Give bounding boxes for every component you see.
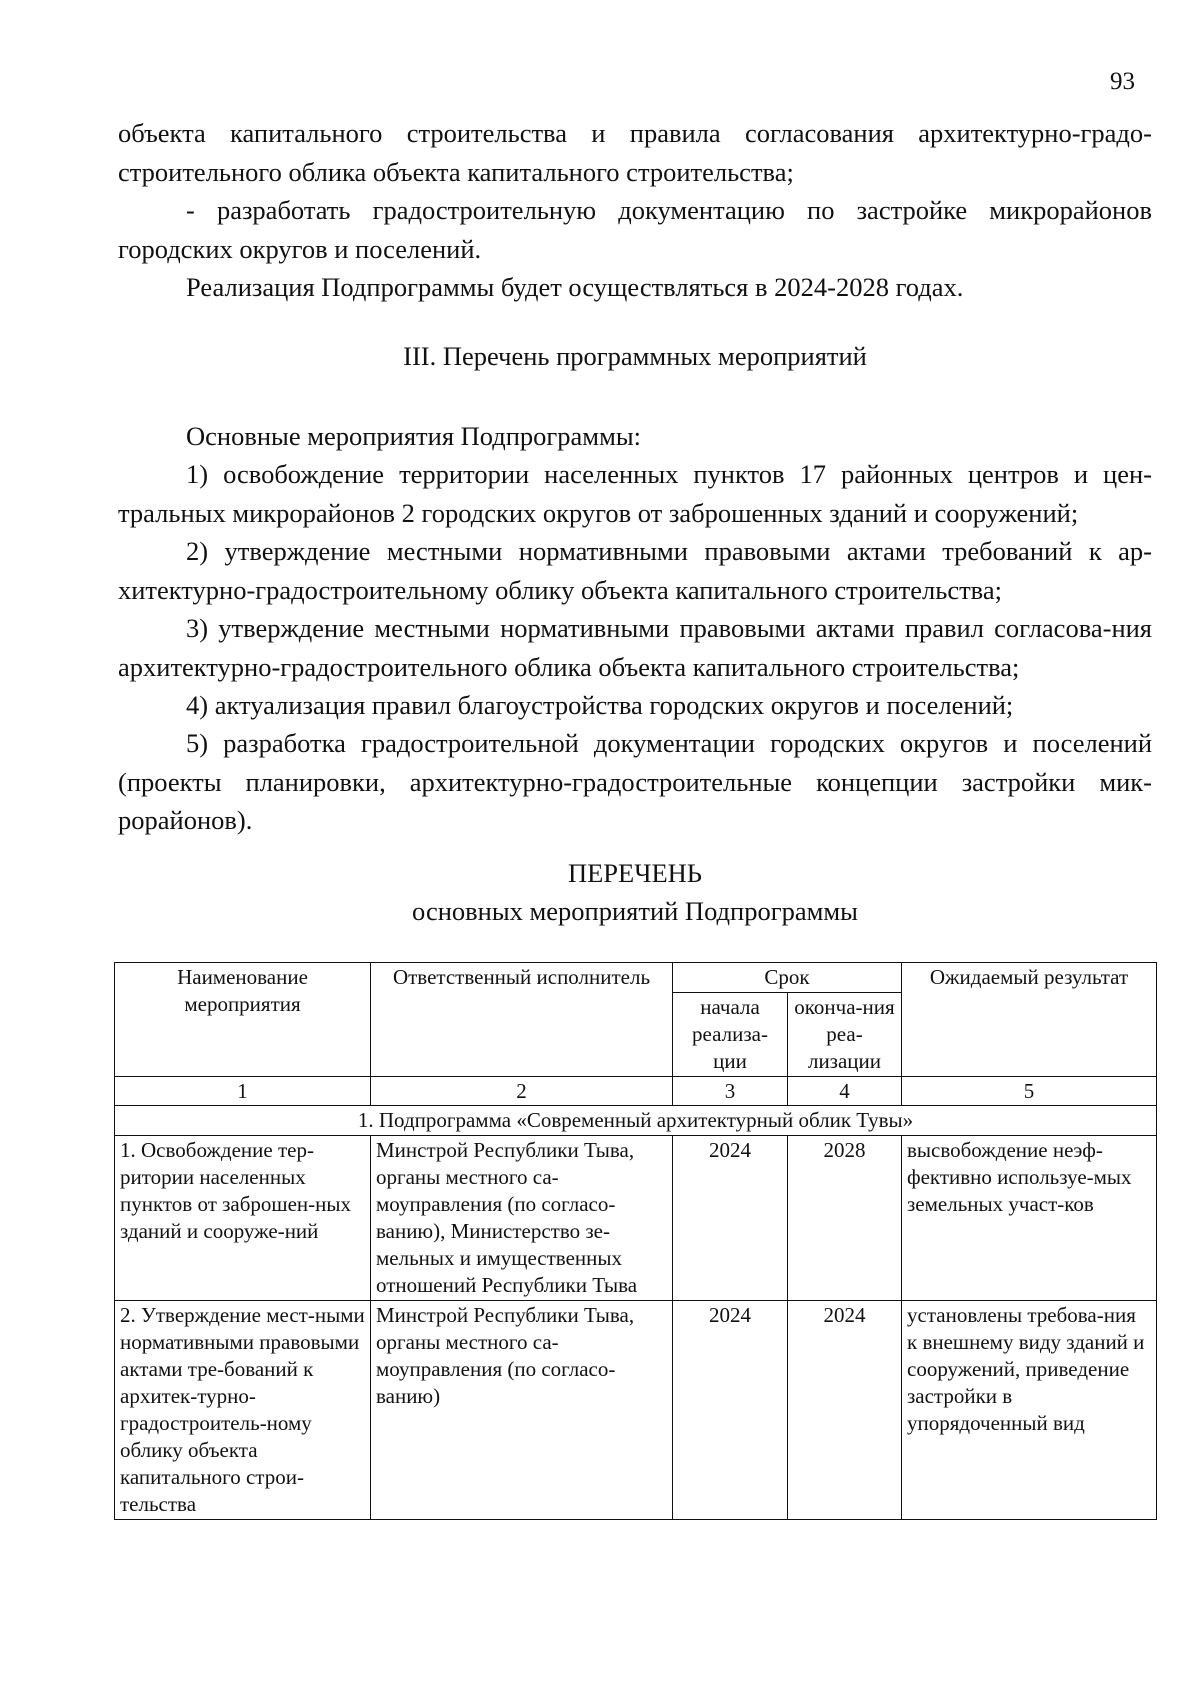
header-end: оконча-ния реа-лизации: [788, 993, 902, 1077]
activity-result: высвобождение неэф-фективно используе-мых земельных участ-ков: [902, 1136, 1157, 1301]
table-header-row: [115, 963, 1157, 993]
column-number: 1: [115, 1077, 371, 1106]
activity-start: 2024: [673, 1136, 788, 1301]
activity-executor: Минстрой Республики Тыва, органы местного са-моуправления (по согласо-ванию), Министерство зе-мельных и имущественных отношений Республики Тыва: [371, 1136, 673, 1301]
header-start: начала реализа-ции: [673, 993, 788, 1077]
header-executor: Ответственный исполнитель: [371, 963, 673, 1077]
activity-item-1: 1) освобождение территории населенных пунктов 17 районных центров и цен-тральных микрорайонов 2 городских округов от заброшенных зданий и сооружений;: [118, 459, 1152, 528]
column-number: 3: [673, 1077, 788, 1106]
header-name: Наименование мероприятия: [115, 963, 371, 1077]
activity-item-3: 3) утверждение местными нормативными правовыми актами правил согласова-ния архитектурно-градостроительного облика объекта капитального строительства;: [118, 613, 1152, 682]
table-section-row: [115, 1106, 1157, 1136]
activity-name: 2. Утверждение мест-ными нормативными правовыми актами тре-бований к архитек-турно- градостроитель-ному облику объекта капитального строи-тельства: [115, 1301, 371, 1520]
header-result: Ожидаемый результат: [902, 963, 1157, 1077]
table-column-number-row: [115, 1077, 1157, 1106]
activity-start: 2024: [673, 1301, 788, 1520]
activity-result: установлены требова-ния к внешнему виду зданий и сооружений, приведение застройки в упорядоченный вид: [902, 1301, 1157, 1520]
list-title: ПЕРЕЧЕНЬ: [567, 858, 702, 888]
activity-end: 2024: [788, 1301, 902, 1520]
table-row: [115, 1301, 1157, 1520]
activity-name: 1. Освобождение тер-ритории населенных пунктов от заброшен-ных зданий и сооруже-ний: [115, 1136, 371, 1301]
intro-paragraph-2: - разработать градостроительную документацию по застройке микрорайонов городских округов и поселений.: [118, 195, 1152, 264]
activity-executor: Минстрой Республики Тыва, органы местного са-моуправления (по согласо-ванию): [371, 1301, 673, 1520]
column-number: 4: [788, 1077, 902, 1106]
table-row: [115, 1136, 1157, 1301]
page-number: 93: [1110, 68, 1135, 95]
activities-table: [114, 962, 1157, 1520]
activity-end: 2028: [788, 1136, 902, 1301]
intro-paragraph-1: объекта капитального строительства и правила согласования архитектурно-градо-строительного облика объекта капитального строительства;: [118, 118, 1152, 187]
activity-item-2: 2) утверждение местными нормативными правовыми актами требований к ар-хитектурно-градостроительному облику объекта капитального строительства;: [118, 536, 1152, 605]
subprogram-title: 1. Подпрограмма «Современный архитектурный облик Тувы»: [115, 1106, 1157, 1136]
column-number: 5: [902, 1077, 1157, 1106]
activity-item-5: 5) разработка градостроительной документации городских округов и поселений (проекты планировки, архитектурно-градостроительные концепции застройки мик-рорайонов).: [118, 728, 1152, 835]
activity-item-4: 4) актуализация правил благоустройства городских округов и поселений;: [186, 690, 1014, 720]
list-subtitle: основных мероприятий Подпрограммы: [412, 896, 858, 926]
section-heading: III. Перечень программных мероприятий: [403, 341, 867, 371]
header-term: Срок: [673, 963, 902, 993]
activities-intro: Основные мероприятия Подпрограммы:: [186, 421, 642, 451]
intro-paragraph-3: Реализация Подпрограммы будет осуществляться в 2024-2028 годах.: [186, 272, 964, 302]
column-number: 2: [371, 1077, 673, 1106]
